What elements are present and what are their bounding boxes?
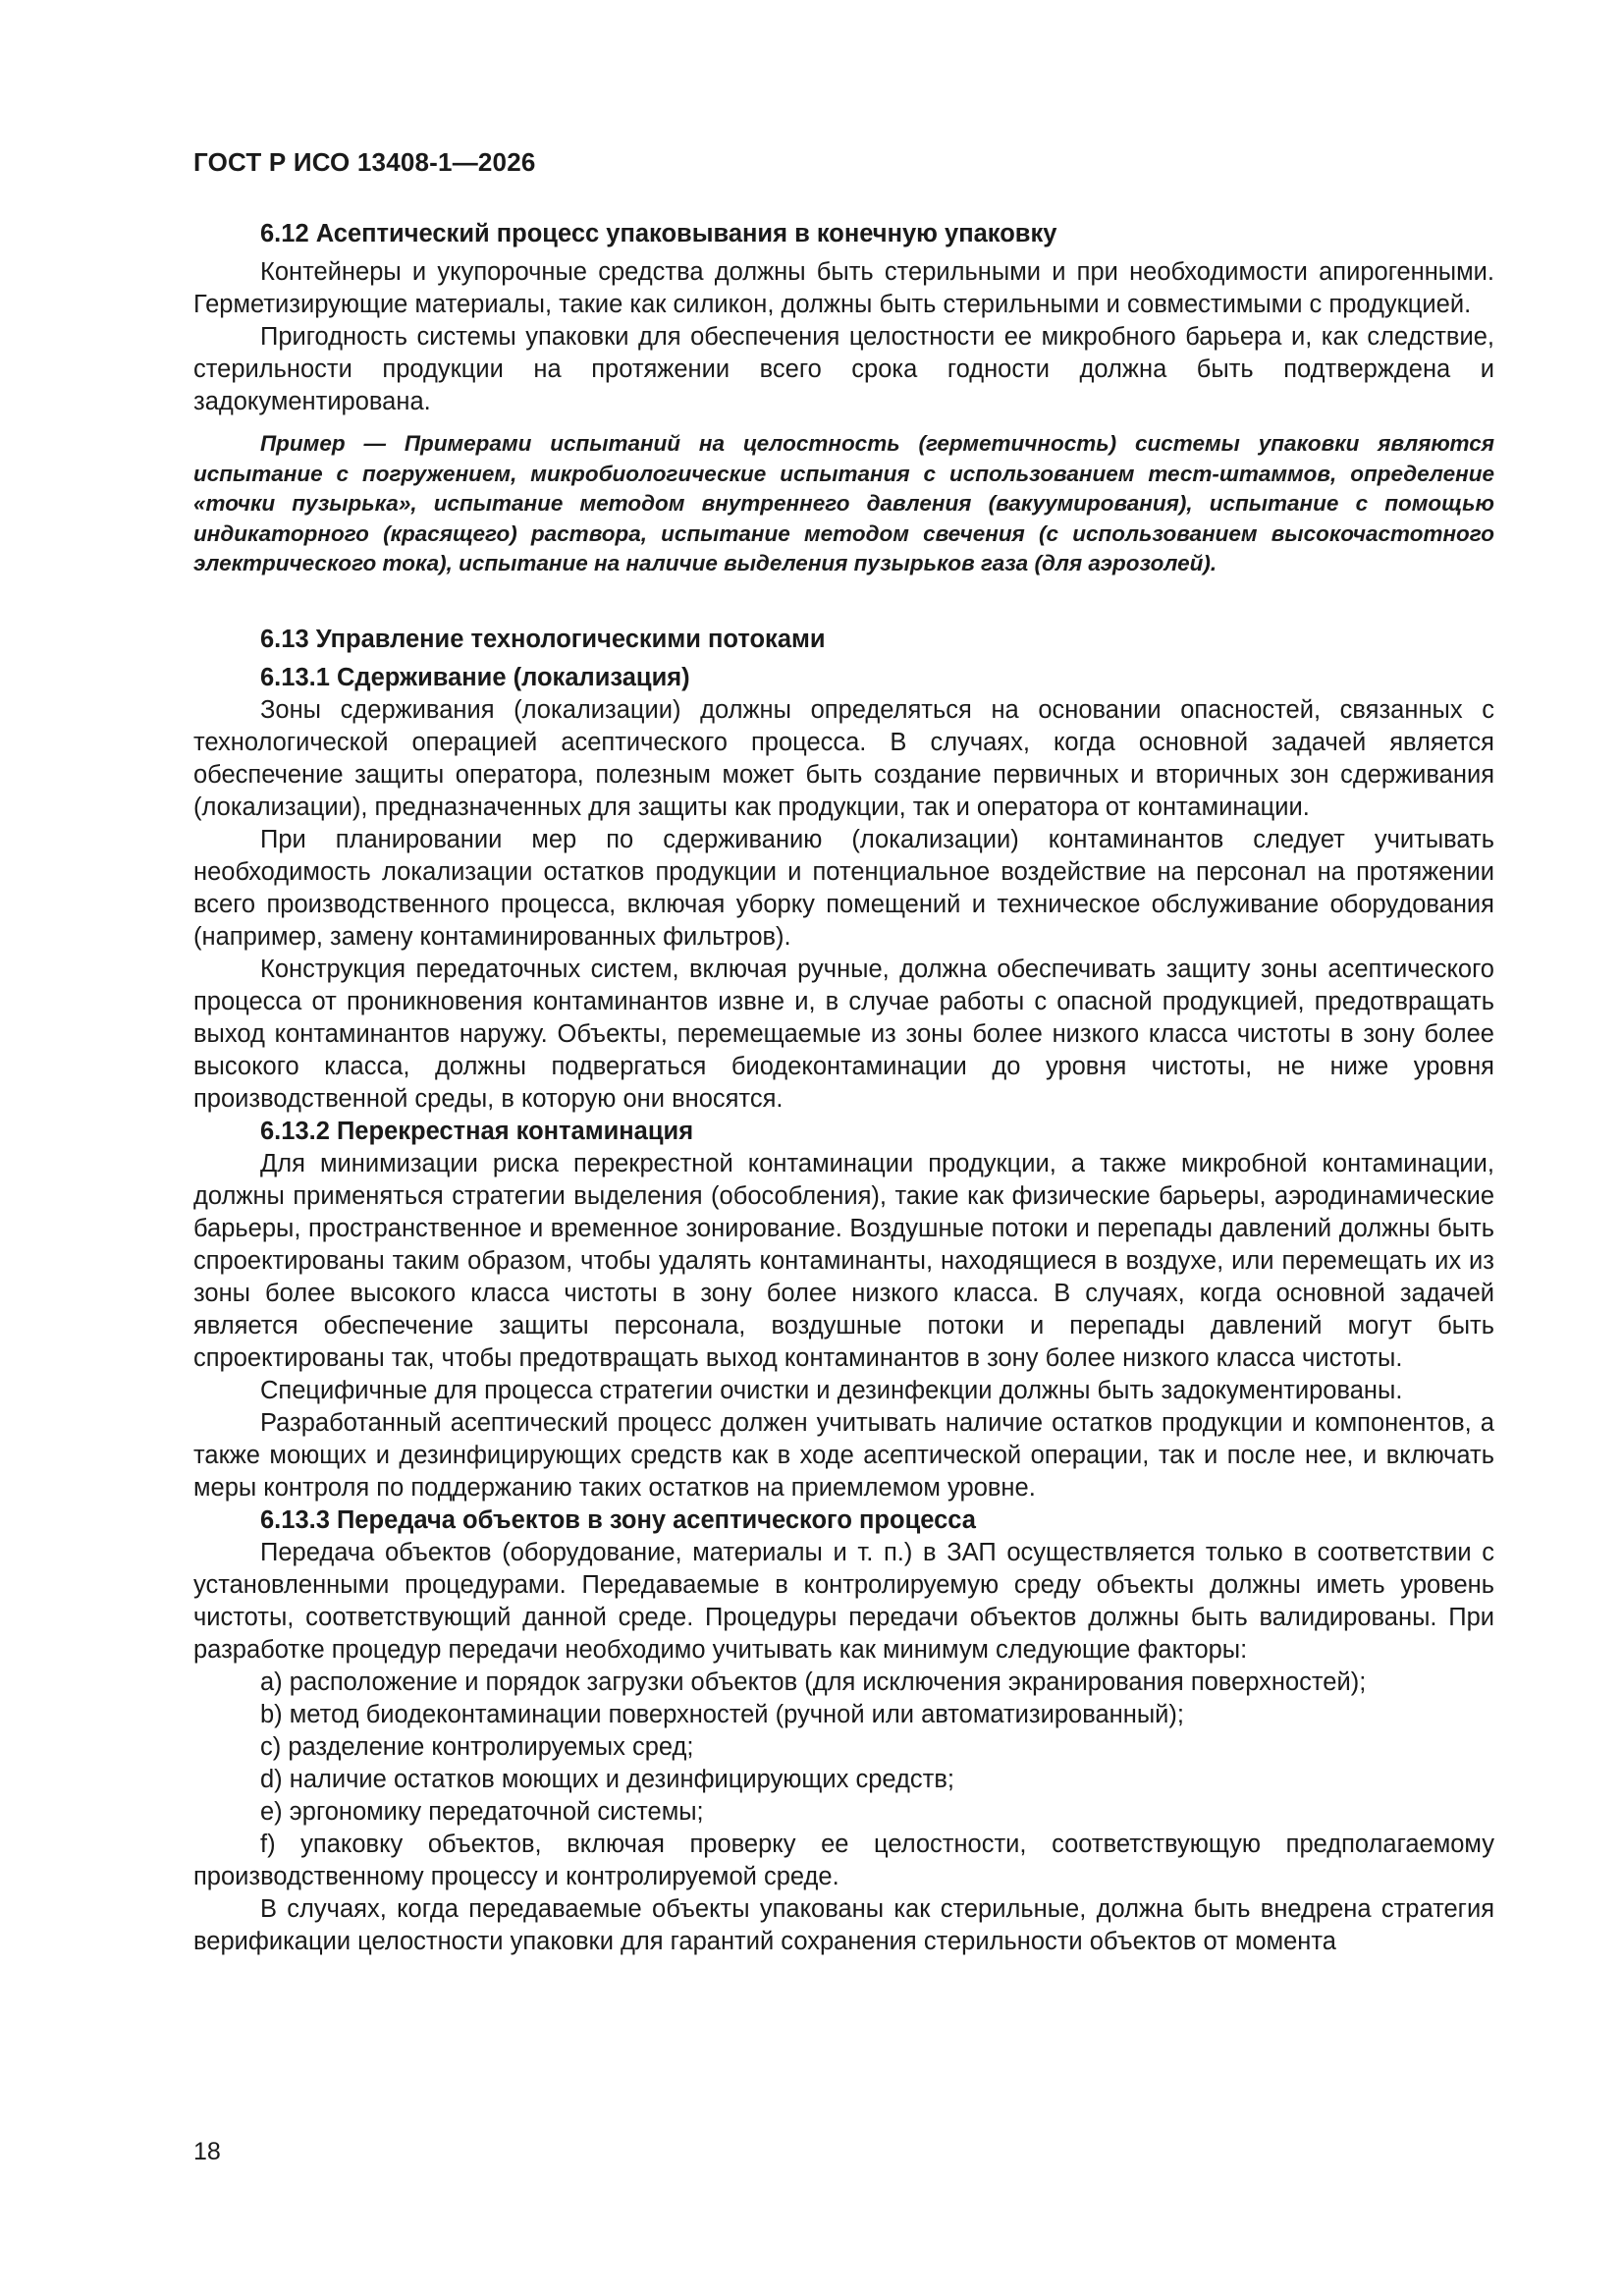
list-item: e) эргономику передаточной системы; (260, 1797, 704, 1826)
paragraph: В случаях, когда передаваемые объекты упакованы как стерильные, должна быть внедрена стратегия верификации целостности упаковки для гарантий сохранения стерильности объектов от момента (193, 1894, 1494, 1955)
subsection-title-6-13-1: 6.13.1 Сдерживание (локализация) (260, 663, 690, 691)
paragraph: Конструкция передаточных систем, включая ручные, должна обеспечивать защиту зоны асептического процесса от проникновения контаминантов извне и, в случае работы с опасной продукцией, предотвращать выход контаминантов наружу. Объекты, перемещаемые из зоны более низкого класса чистоты в зону более высокого класса, должны подвергаться биодеконтаминации до уровня чистоты, не ниже уровня производственной среды, в которую они вносятся. (193, 955, 1494, 1113)
page-number: 18 (193, 2138, 221, 2165)
example-note: Пример — Примерами испытаний на целостность (герметичность) системы упаковки являются испытание с погружением, микробиологические испытания с использованием тест-штаммов, определение «точки пузырька», испытание методом внутреннего давления (вакуумирования), испытание с помощью индикаторного (красящего) раствора, испытание методом свечения (с использованием высокочастотного электрического тока), испытание на наличие выделения пузырьков газа (для аэрозолей). (193, 431, 1494, 575)
list-item: c) разделение контролируемых сред; (260, 1732, 694, 1761)
paragraph: Разработанный асептический процесс должен учитывать наличие остатков продукции и компонентов, а также моющих и дезинфицирующих средств как в ходе асептической операции, так и после нее, и включать меры контроля по поддержанию таких остатков на приемлемом уровне. (193, 1408, 1494, 1502)
list-item: a) расположение и порядок загрузки объектов (для исключения экранирования поверхностей); (260, 1667, 1367, 1696)
subsection-title-6-13-3: 6.13.3 Передача объектов в зону асептического процесса (260, 1505, 976, 1534)
paragraph: Зоны сдерживания (локализации) должны определяться на основании опасностей, связанных с технологической операцией асептического процесса. В случаях, когда основной задачей является обеспечение защиты оператора, полезным может быть создание первичных и вторичных зон сдерживания (локализации), предназначенных для защиты как продукции, так и оператора от контаминации. (193, 695, 1494, 821)
document-header: ГОСТ Р ИСО 13408-1—2026 (193, 147, 536, 177)
paragraph: Контейнеры и укупорочные средства должны быть стерильными и при необходимости апирогенными. Герметизирующие материалы, такие как силикон, должны быть стерильными и совместимыми с продукцией. (193, 258, 1494, 318)
paragraph: Специфичные для процесса стратегии очистки и дезинфекции должны быть задокументированы. (260, 1376, 1403, 1404)
list-item: f) упаковку объектов, включая проверку ее целостности, соответствующую предполагаемому производственному процессу и контролируемой среде. (193, 1830, 1494, 1890)
subsection-title-6-13-2: 6.13.2 Перекрестная контаминация (260, 1117, 694, 1145)
list-item: d) наличие остатков моющих и дезинфицирующих средств; (260, 1765, 954, 1793)
paragraph: Пригодность системы упаковки для обеспечения целостности ее микробного барьера и, как следствие, стерильности продукции на протяжении всего срока годности должна быть подтверждена и задокументирована. (193, 323, 1494, 415)
document-body (193, 218, 1494, 1958)
section-title-6-13: 6.13 Управление технологическими потоками (260, 625, 826, 653)
list-item: b) метод биодеконтаминации поверхностей (ручной или автоматизированный); (260, 1700, 1184, 1728)
paragraph: Для минимизации риска перекрестной контаминации продукции, а также микробной контаминации, должны применяться стратегии выделения (обособления), такие как физические барьеры, аэродинамические барьеры, пространственное и временное зонирование. Воздушные потоки и перепады давлений должны быть спроектированы таким образом, чтобы удалять контаминанты, находящиеся в воздухе, или перемещать их из зоны более высокого класса чистоты в зону более низкого класса. В случаях, когда основной задачей является обеспечение защиты персонала, воздушные потоки и перепады давлений могут быть спроектированы так, чтобы предотвращать выход контаминантов в зону более низкого класса чистоты. (193, 1149, 1494, 1372)
paragraph: При планировании мер по сдерживанию (локализации) контаминантов следует учитывать необходимость локализации остатков продукции и потенциальное воздействие на персонал на протяжении всего производственного процесса, включая уборку помещений и техническое обслуживание оборудования (например, замену контаминированных фильтров). (193, 825, 1494, 951)
paragraph: Передача объектов (оборудование, материалы и т. п.) в ЗАП осуществляется только в соответствии с установленными процедурами. Передаваемые в контролируемую среду объекты должны иметь уровень чистоты, соответствующий данной среде. Процедуры передачи объектов должны быть валидированы. При разработке процедур передачи необходимо учитывать как минимум следующие факторы: (193, 1538, 1494, 1664)
section-title-6-12: 6.12 Асептический процесс упаковывания в конечную упаковку (260, 220, 1057, 247)
